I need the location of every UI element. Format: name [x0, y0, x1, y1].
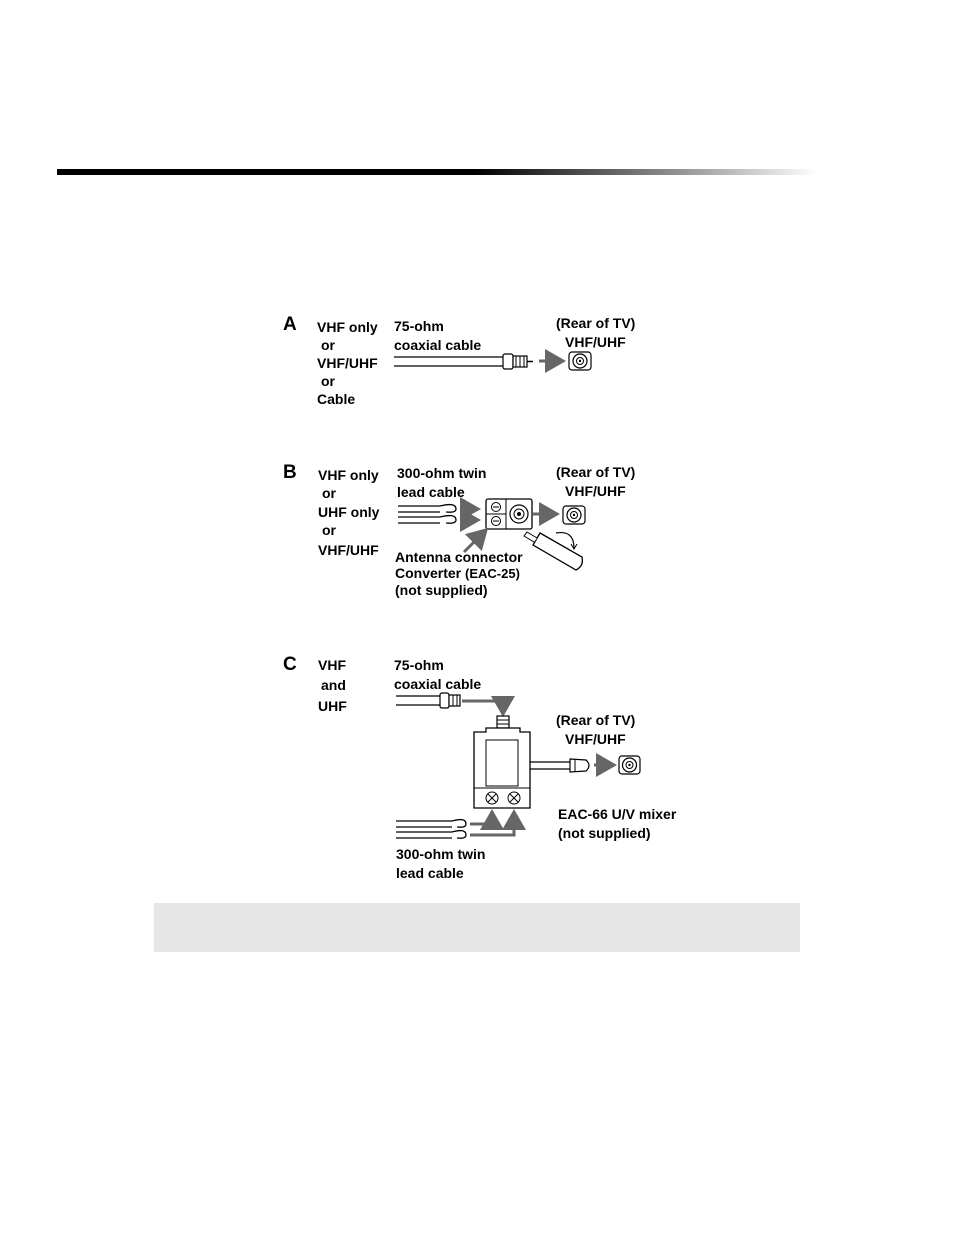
section-c-drawing: [396, 693, 640, 838]
section-c-tv-label-2: VHF/UHF: [565, 731, 626, 747]
section-b-tv-label-1: (Rear of TV): [556, 464, 636, 480]
section-c-arrow-twin-to-mixer-left: [470, 812, 492, 824]
section-b-drawing: [398, 499, 585, 570]
section-a-source-4: or: [321, 373, 335, 389]
section-b-tv-label-2: VHF/UHF: [565, 483, 626, 499]
section-b-converter-pointer-arrow: [464, 530, 486, 552]
section-a-letter: A: [283, 314, 297, 335]
section-c-cable-top-label-2: coaxial cable: [394, 676, 482, 692]
section-a-tv-label-2: VHF/UHF: [565, 334, 626, 350]
section-b-source-3: UHF only: [318, 504, 380, 520]
section-c-source-3: UHF: [318, 698, 347, 714]
section-a-coaxial-cable: [394, 357, 503, 366]
section-b-cable-label-2: lead cable: [397, 484, 465, 500]
section-b-source-2: or: [322, 485, 336, 501]
section-c-tv-jack-icon: [619, 756, 640, 774]
section-a-source-1: VHF only: [317, 319, 378, 335]
section-b-cable-label-1: 300-ohm twin: [397, 465, 487, 481]
note-box: [154, 903, 800, 952]
section-c-coaxial-cable: [396, 693, 460, 708]
section-c-source-1: VHF: [318, 657, 346, 673]
section-a-cable-label-2: coaxial cable: [394, 337, 482, 353]
section-a-cable-label-1: 75-ohm: [394, 318, 444, 334]
section-b-source-1: VHF only: [318, 467, 379, 483]
section-c-arrow-coax-to-mixer: [462, 701, 503, 714]
section-b-tv-jack-icon: [563, 506, 585, 524]
section-b-converter-label-2: Converter (EAC-25): [395, 565, 520, 581]
section-c-mixer-label-1: EAC-66 U/V mixer: [558, 806, 677, 822]
section-a-f-connector-plug-icon: [503, 354, 533, 369]
section-b-source-4: or: [322, 522, 336, 538]
section-b-source-5: VHF/UHF: [318, 542, 379, 558]
section-a-source-5: Cable: [317, 391, 356, 407]
section-a-tv-jack-icon: [569, 352, 591, 370]
section-c-mixer-output-cable: [530, 759, 589, 772]
section-a-drawing: [394, 352, 591, 370]
section-c-tv-label-1: (Rear of TV): [556, 712, 636, 728]
section-c-cable-top-label-1: 75-ohm: [394, 657, 444, 673]
screwdriver-icon: [524, 532, 582, 570]
section-b-letter: B: [283, 462, 297, 483]
section-c-source-2: and: [321, 677, 346, 693]
section-a-source-3: VHF/UHF: [317, 355, 378, 371]
section-b-antenna-converter-icon: [486, 499, 532, 529]
section-c-twin-lead-cable: [396, 820, 466, 839]
section-c-mixer-label-2: (not supplied): [558, 825, 651, 841]
section-b-twin-lead-cable: [398, 505, 456, 524]
section-c-cable-bottom-label-2: lead cable: [396, 865, 464, 881]
section-c-cable-bottom-label-1: 300-ohm twin: [396, 846, 486, 862]
section-c-letter: C: [283, 654, 297, 675]
section-b-converter-label-1: Antenna connector: [395, 549, 523, 565]
section-a-source-2: or: [321, 337, 335, 353]
section-b-converter-label-3: (not supplied): [395, 582, 488, 598]
section-a-tv-label-1: (Rear of TV): [556, 315, 636, 331]
uv-mixer-icon: [474, 716, 530, 808]
